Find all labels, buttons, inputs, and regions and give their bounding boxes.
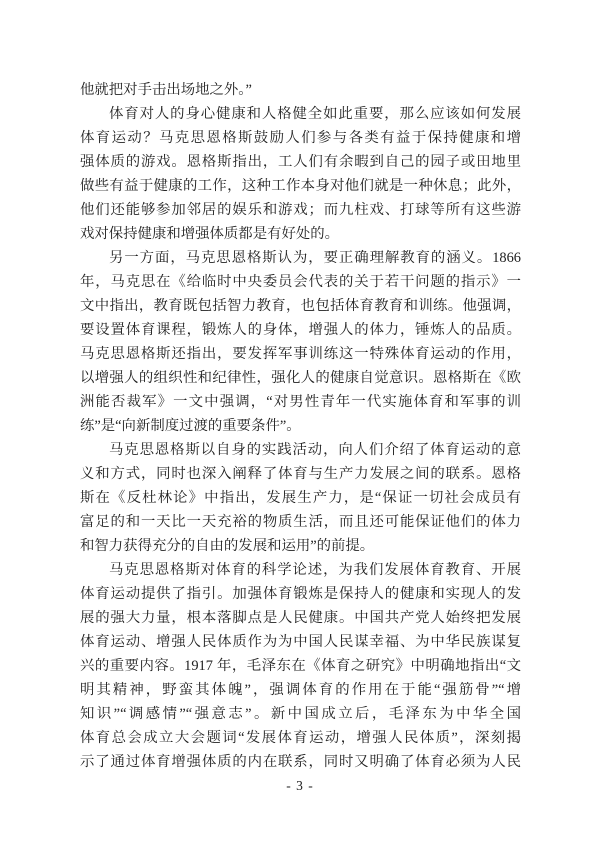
- text-line: 马克思恩格斯以自身的实践活动，向人们介绍了体育运动的意: [109, 442, 521, 458]
- text-line: 体育总会成立大会题词“发展体育运动，增强人民体质”，深刻揭: [80, 730, 521, 746]
- text-line: 富足的和一天比一天充裕的物质生活，而且还可能保证他们的体力: [80, 514, 521, 530]
- text-line: 文中指出，教育既包括智力教育，也包括体育教育和训练。他强调，: [80, 298, 521, 314]
- body-text: [80, 78, 521, 774]
- text-line: 体育运动提供了指引。加强体育锻炼是保持人的健康和实现人的发: [80, 586, 521, 602]
- page-number: - 3 -: [286, 778, 314, 793]
- text-line: 展的强大力量，根本落脚点是人民健康。中国共产党人始终把发展: [80, 610, 521, 626]
- text-line: 体育运动？马克思恩格斯鼓励人们参与各类有益于保持健康和增: [80, 130, 521, 146]
- text-line: 知识”“调感情”“强意志”。新中国成立后，毛泽东为中华全国: [80, 706, 521, 722]
- text-line: 戏对保持健康和增强体质都是有好处的。: [80, 226, 340, 242]
- text-line: 和智力获得充分的自由的发展和运用”的前提。: [80, 538, 375, 554]
- text-line: 年，马克思在《给临时中央委员会代表的关于若干问题的指示》一: [80, 274, 521, 290]
- text-line: 明其精神，野蛮其体魄”，强调体育的作用在于能“强筋骨”“增: [80, 682, 521, 698]
- text-line: 做些有益于健康的工作，这种工作本身对他们就是一种休息；此外，: [80, 178, 521, 194]
- text-line: 洲能否裁军》一文中强调，“对男性青年一代实施体育和军事的训: [80, 394, 521, 410]
- text-line: 斯在《反杜林论》中指出，发展生产力，是“保证一切社会成员有: [80, 490, 521, 506]
- text-line: 练”是“向新制度过渡的重要条件”。: [80, 418, 301, 434]
- text-line: 兴的重要内容。1917 年，毛泽东在《体育之研究》中明确地指出“文: [80, 658, 521, 674]
- text-line: 义和方式，同时也深入阐释了体育与生产力发展之间的联系。恩格: [80, 466, 521, 482]
- text-line: 另一方面，马克思恩格斯认为，要正确理解教育的涵义。1866: [109, 250, 521, 266]
- text-line: 体育运动、增强人民体质作为为中国人民谋幸福、为中华民族谋复: [80, 634, 521, 650]
- text-line: 强体质的游戏。恩格斯指出，工人们有余暇到自己的园子或田地里: [80, 154, 521, 170]
- text-line: 他们还能够参加邻居的娱乐和游戏；而九柱戏、打球等所有这些游: [80, 202, 521, 218]
- text-line: 要设置体育课程，锻炼人的身体，增强人的体力，锤炼人的品质。: [80, 322, 521, 338]
- text-line: 以增强人的组织性和纪律性，强化人的健康自觉意识。恩格斯在《欧: [80, 370, 521, 386]
- text-line: 他就把对手击出场地之外。”: [80, 82, 252, 98]
- text-line: 体育对人的身心健康和人格健全如此重要，那么应该如何发展: [109, 106, 521, 122]
- text-line: 示了通过体育增强体质的内在联系，同时又明确了体育必须为人民: [80, 754, 521, 770]
- text-line: 马克思恩格斯对体育的科学论述，为我们发展体育教育、开展: [109, 562, 521, 578]
- text-line: 马克思恩格斯还指出，要发挥军事训练这一特殊体育运动的作用，: [80, 346, 521, 362]
